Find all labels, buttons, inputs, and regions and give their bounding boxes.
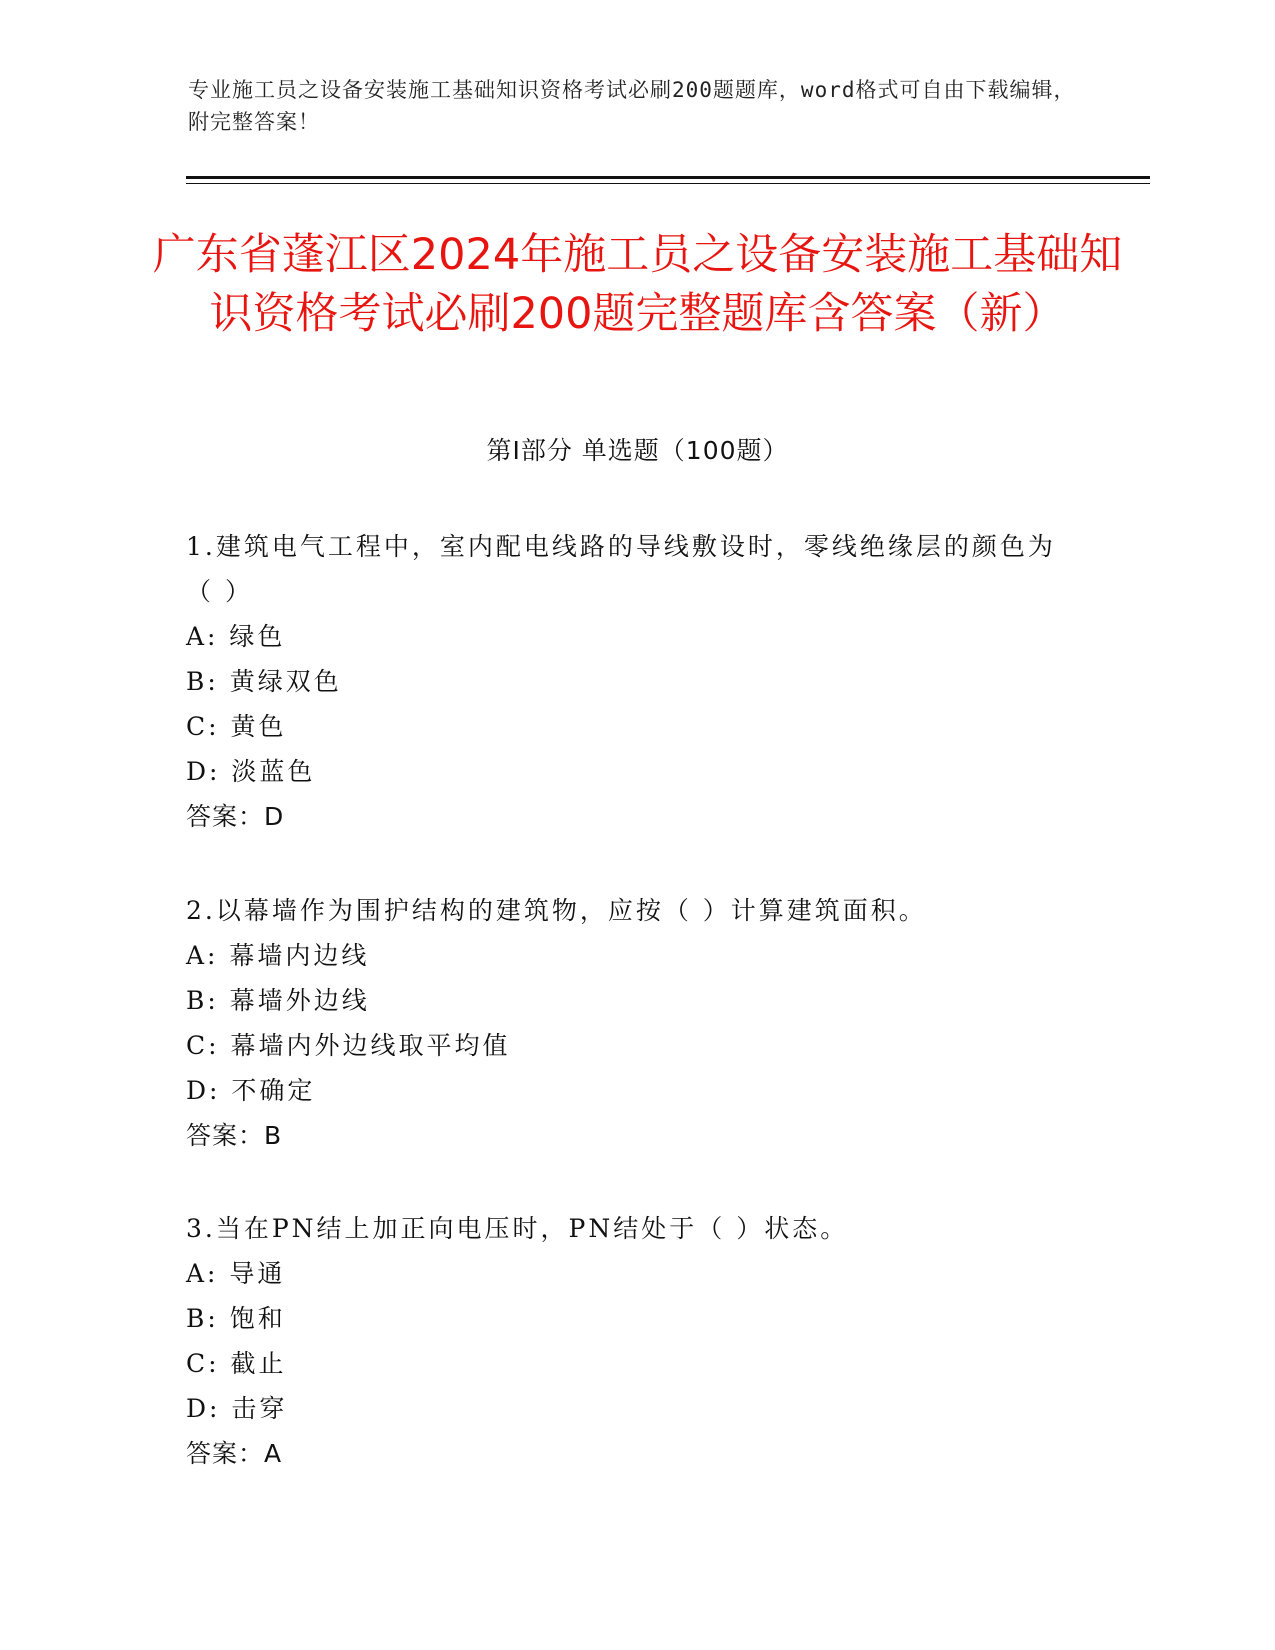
option-a: A: 幕墙内边线 [186, 941, 370, 970]
option-c: C: 幕墙内外边线取平均值 [186, 1031, 511, 1060]
question-block [186, 524, 1066, 839]
header-note: 专业施工员之设备安装施工基础知识资格考试必刷200题题库，word格式可自由下载编辑，附完整答案！ [188, 78, 1076, 134]
option-b: B: 饱和 [186, 1304, 286, 1333]
question-block [186, 1206, 1066, 1476]
option-b: B: 幕墙外边线 [186, 986, 370, 1015]
option-d: D: 淡蓝色 [186, 757, 316, 786]
answer-label: 答案：B [186, 1121, 283, 1150]
option-c: C: 黄色 [186, 712, 287, 741]
option-c: C: 截止 [186, 1349, 287, 1378]
question-stem: 3.当在PN结上加正向电压时，PN结处于（ ）状态。 [186, 1214, 849, 1243]
option-a: A: 绿色 [186, 622, 286, 651]
option-d: D: 击穿 [186, 1394, 288, 1423]
header-divider-thin [186, 183, 1150, 184]
answer-label: 答案：D [186, 802, 285, 831]
section-heading: 第I部分 单选题（100题） [486, 436, 789, 465]
option-b: B: 黄绿双色 [186, 667, 342, 696]
question-stem: 1.建筑电气工程中，室内配电线路的导线敷设时，零线绝缘层的颜色为（ ） [186, 532, 1056, 606]
option-d: D: 不确定 [186, 1076, 316, 1105]
question-block [186, 888, 1066, 1158]
header-divider-thick [186, 176, 1150, 179]
answer-label: 答案：A [186, 1439, 283, 1468]
option-a: A: 导通 [186, 1259, 286, 1288]
document-title: 广东省蓬江区2024年施工员之设备安装施工基础知识资格考试必刷200题完整题库含答案（新） [152, 230, 1123, 339]
question-stem: 2.以幕墙作为围护结构的建筑物，应按（ ）计算建筑面积。 [186, 896, 927, 925]
